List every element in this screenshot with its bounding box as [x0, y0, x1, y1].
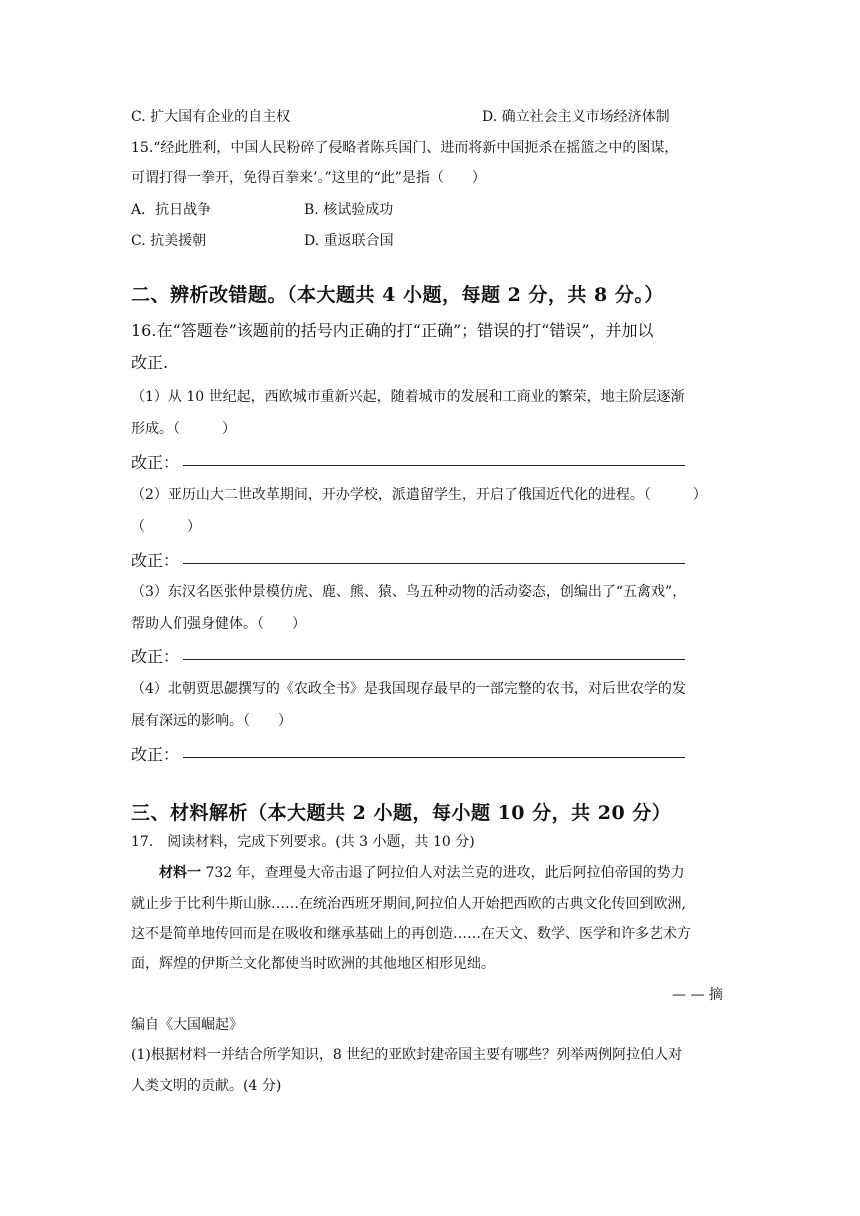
sub1-line1: (1)根据材料一并结合所学知识，8 世纪的亚欧封建帝国主要有哪些？列举两例阿拉伯人对 [131, 1047, 683, 1063]
q15-stem-line2: 可谓打得一拳开，免得百拳来’。”这里的“此”是指（ ） [131, 170, 486, 186]
q17-stem: 17. 阅读材料，完成下列要求。(共 3 小题，共 10 分) [131, 834, 475, 850]
item1-line1: （1）从 10 世纪起，西欧城市重新兴起，随着城市的发展和工商业的繁荣，地主阶层逐渐 [131, 389, 685, 405]
q15-option-a: A．抗日战争 [131, 202, 212, 218]
material-line1 [159, 862, 685, 882]
q15-option-b: B. 核试验成功 [304, 202, 394, 218]
item4-line2: 展有深远的影响。（ ） [131, 713, 292, 729]
item3-line1: （3）东汉名医张仲景模仿虎、鹿、熊、猿、鸟五种动物的活动姿态，创编出了“五禽戏”， [131, 584, 687, 600]
material-line2: 就止步于比利牛斯山脉……在统治西班牙期间,阿拉伯人开始把西欧的古典文化传回到欧洲, [131, 896, 686, 912]
section2-heading: 二、辨析改错题。（本大题共 4 小题，每题 2 分，共 8 分。） [131, 284, 664, 306]
q14-option-c: C. 扩大国有企业的自主权 [131, 109, 291, 125]
q16-intro-line2: 改正. [131, 353, 169, 372]
item3-correction-label: 改正： [131, 647, 180, 666]
q15-stem-line1: 15.“经此胜利，中国人民粉碎了侵略者陈兵国门、进而将新中国扼杀在摇篮之中的图谋， [131, 140, 679, 156]
material-label: 材料一 [159, 865, 201, 881]
item1-answer-line [183, 465, 685, 466]
q15-option-d: D. 重返联合国 [304, 233, 394, 249]
item1-line2: 形成。（ ） [131, 421, 236, 437]
item4-answer-line [183, 757, 685, 758]
item2-answer-line [183, 563, 685, 564]
item3-line2: 帮助人们强身健体。（ ） [131, 616, 306, 632]
item4-correction-label: 改正： [131, 745, 180, 764]
q15-option-c: C. 抗美援朝 [131, 233, 207, 249]
material-text-1: 732 年，查理曼大帝击退了阿拉伯人对法兰克的进攻，此后阿拉伯帝国的势力 [201, 865, 685, 881]
item4-line1: （4）北朝贾思勰撰写的《农政全书》是我国现存最早的一部完整的农书，对后世农学的发 [131, 681, 686, 697]
item3-answer-line [183, 659, 685, 660]
material-line4: 面，辉煌的伊斯兰文化都使当时欧洲的其他地区相形见绌。 [131, 956, 495, 972]
source-book: 编自《大国崛起》 [131, 1017, 243, 1033]
q16-intro-line1: 16.在“答题卷”该题前的括号内正确的打“正确”；错误的打“错误”，并加以 [131, 321, 654, 340]
item2-line1: （2）亚历山大二世改革期间，开办学校，派遣留学生，开启了俄国近代化的进程。（ ） [131, 487, 707, 503]
q14-option-d: D. 确立社会主义市场经济体制 [482, 109, 670, 125]
item2-correction-label: 改正： [131, 551, 180, 570]
section3-heading: 三、材料解析（本大题共 2 小题，每小题 10 分，共 20 分） [131, 802, 672, 824]
material-line3: 这不是简单地传回而是在吸收和继承基础上的再创造……在天文、数学、医学和许多艺术方 [131, 926, 691, 942]
sub1-line2: 人类文明的贡献。(4 分) [131, 1078, 282, 1094]
source-dash: — — 摘 [672, 987, 723, 1003]
item2-line2: （ ） [131, 519, 201, 535]
item1-correction-label: 改正： [131, 453, 180, 472]
